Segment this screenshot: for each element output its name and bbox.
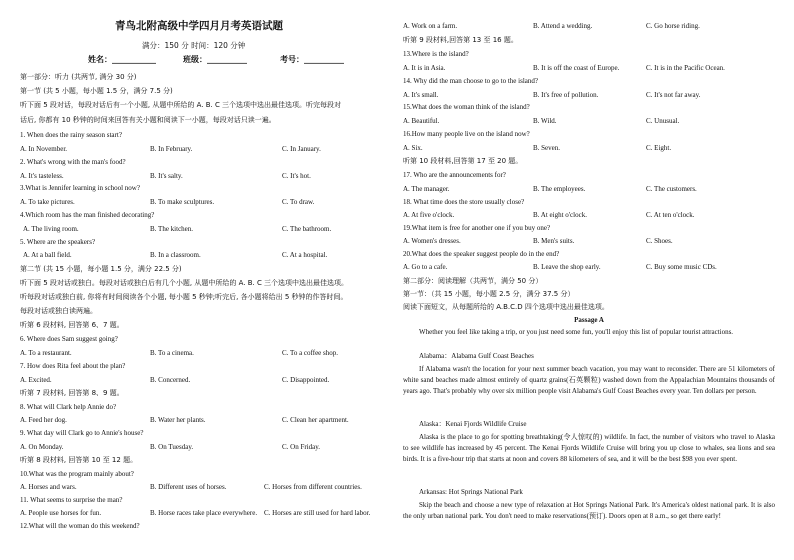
option-b: B. Leave the shop early. — [533, 263, 601, 271]
reading-instruction: 阅读下面短文，从每题所给的 A.B.C.D 四个选项中选出最佳选项。 — [403, 303, 609, 311]
question-text: 19.What item is free for another one if you buy one? — [403, 224, 551, 232]
question-text: 18. What time does the store usually close? — [403, 198, 525, 206]
option-c: C. In January. — [282, 145, 321, 153]
option-a: A. People use horses for fun. — [20, 509, 102, 517]
option-c: C. Go horse riding. — [646, 22, 700, 30]
option-a: A. Women's dresses. — [403, 237, 461, 245]
option-a: A. Six. — [403, 144, 423, 152]
option-a: A. Work on a farm. — [403, 22, 458, 30]
instruction-line: 话后, 你都有 10 秒钟的时间来回答有关小题和阅读下一小题，每段对话只读一遍。 — [20, 116, 276, 124]
number-field: 考号：__________ — [280, 55, 344, 64]
option-b: B. In a classroom. — [150, 251, 201, 259]
reading-part-title: 第二部分：阅读理解（共两节，满分 50 分） — [403, 277, 543, 285]
option-b: B. Attend a wedding. — [533, 22, 593, 30]
attraction-paragraph: Alaska is the place to go for spotting breathtaking(令人惊叹的) wildlife. In fact, the number of visitors who travel to Alaska to see wildlife has increased by 45 percent. The Kenai Fjords Wildlife Cruise will bring you up close to whales, sea lions and sea birds. It is a five-hour trip that starts at noon and covers 88 kilometers of sea, and it will be the best $98 you ever spent. — [403, 433, 775, 464]
material-label: 听第 10 段材料,回答第 17 至 20 题。 — [403, 157, 523, 165]
attraction-heading: Alaska：Kenai Fjords Wildlife Cruise — [419, 420, 527, 428]
option-b: B. Different uses of horses. — [150, 483, 227, 491]
option-a: A. At a ball field. — [23, 251, 72, 259]
option-c: C. To a coffee shop. — [282, 349, 339, 357]
question-text: 20.What does the speaker suggest people do in the end? — [403, 250, 560, 258]
option-c: C. The bathroom. — [282, 225, 332, 233]
option-c: C. It's not far away. — [646, 91, 701, 99]
question-text: 17. Who are the announcements for? — [403, 171, 506, 179]
option-a: A. The living room. — [23, 225, 79, 233]
option-a: A. On Monday. — [20, 443, 64, 451]
question-text: 15.What does the woman think of the island? — [403, 103, 530, 111]
question-text: 7. How does Rita feel about the plan? — [20, 362, 126, 370]
option-b: B. Seven. — [533, 144, 561, 152]
option-a: A. Feed her dog. — [20, 416, 67, 424]
option-b: B. On Tuesday. — [150, 443, 194, 451]
question-text: 16.How many people live on the island now? — [403, 130, 530, 138]
option-a: A. To take pictures. — [20, 198, 75, 206]
option-b: B. The kitchen. — [150, 225, 194, 233]
option-c: C. It is in the Pacific Ocean. — [646, 64, 725, 72]
option-c: C. Shoes. — [646, 237, 673, 245]
option-a: A. At five o'clock. — [403, 211, 455, 219]
exam-meta: 满分：150 分 时间：120 分钟 — [142, 41, 246, 50]
option-b: B. It's salty. — [150, 172, 183, 180]
option-a: A. To a restaurant. — [20, 349, 72, 357]
option-a: A. In November. — [20, 145, 68, 153]
question-text: 2. What's wrong with the man's food? — [20, 158, 126, 166]
option-b: B. The employees. — [533, 185, 586, 193]
option-c: C. At a hospital. — [282, 251, 328, 259]
question-text: 13.Where is the island? — [403, 50, 469, 58]
option-b: B. Concerned. — [150, 376, 191, 384]
question-text: 1. When does the rainy season start? — [20, 131, 122, 139]
option-c: C. Eight. — [646, 144, 672, 152]
option-a: A. It's small. — [403, 91, 439, 99]
question-text: 3.What is Jennifer learning in school now? — [20, 184, 140, 192]
question-text: 14. Why did the man choose to go to the island? — [403, 77, 538, 85]
option-a: A. Horses and wars. — [20, 483, 77, 491]
option-b: B. Men's suits. — [533, 237, 575, 245]
reading-section-1-title: 第一节：（共 15 小题，每小题 2.5 分，满分 37.5 分） — [403, 290, 575, 298]
option-c: C. Unusual. — [646, 117, 680, 125]
option-c: C. On Friday. — [282, 443, 321, 451]
attraction-paragraph: Skip the beach and choose a new type of relaxation at Hot Springs National Park. It's America's oldest national park. It is also the only urban national park. You don't need to make reservations(预订). Doors open at 8 a.m., so get there early! — [403, 501, 775, 521]
attraction-heading: Alabama：Alabama Gulf Coast Beaches — [419, 352, 534, 360]
attraction-paragraph: If Alabama wasn't the location for your next summer beach vacation, you may want to reconsider. There are 51 kilometers of white sand beaches made almost entirely of quartz grains(石英颗粒) washed down from the Appalachian Mountains thousands of years ago. That's probably why over six million people visit Alabama's Gulf Coast Beaches every year. Ten dollars per person. — [403, 365, 775, 396]
option-c: C. It's hot. — [282, 172, 311, 180]
instruction-line: 听下面 5 段对话或独白。每段对话或独白后有几个小题, 从题中所给的 A. B. C 三个选项中选出最佳选项。 — [20, 279, 349, 287]
option-c: C. Horses from different countries. — [264, 483, 362, 491]
attraction-heading: Arkansas: Hot Springs National Park — [419, 488, 523, 496]
question-text: 9. What day will Clark go to Annie's house? — [20, 429, 144, 437]
option-c: C. Horses are still used for hard labor. — [264, 509, 371, 517]
option-b: B. It is off the coast of Europe. — [533, 64, 620, 72]
option-b: B. Wild. — [533, 117, 557, 125]
material-label: 听第 9 段材料,回答第 13 至 16 题。 — [403, 36, 518, 44]
option-b: B. To make sculptures. — [150, 198, 215, 206]
option-a: A. The manager. — [403, 185, 450, 193]
question-text: 8. What will Clark help Annie do? — [20, 403, 117, 411]
question-text: 11. What seems to surprise the man? — [20, 496, 123, 504]
listening-section-2-title: 第二节 (共 15 小题，每小题 1.5 分，满分 22.5 分) — [20, 265, 182, 273]
instruction-line: 每段对话或独白读两遍。 — [20, 307, 97, 315]
class-field: 班级：__________ — [183, 55, 247, 64]
question-text: 10.What was the program mainly about? — [20, 470, 134, 478]
listening-part-title: 第一部分：听力 (共两节, 满分 30 分) — [20, 73, 137, 81]
question-text: 4.Which room has the man finished decorating? — [20, 211, 155, 219]
material-label: 听第 6 段材料, 回答第 6、7 题。 — [20, 321, 124, 329]
option-a: A. It's tasteless. — [20, 172, 64, 180]
option-b: B. It's free of pollution. — [533, 91, 599, 99]
material-label: 听第 8 段材料, 回答第 10 至 12 题。 — [20, 456, 138, 464]
exam-title: 青鸟北附高级中学四月月考英语试题 — [115, 20, 283, 32]
option-c: C. The customers. — [646, 185, 697, 193]
option-c: C. Buy some music CDs. — [646, 263, 717, 271]
instruction-line: 听下面 5 段对话，每段对话后有一个小题, 从题中所给的 A. B. C 三个选项中选出最佳选项。听完每段对 — [20, 101, 342, 109]
material-label: 听第 7 段材料, 回答第 8、9 题。 — [20, 389, 124, 397]
option-a: A. It is in Asia. — [403, 64, 446, 72]
option-c: C. To draw. — [282, 198, 315, 206]
option-c: C. Clean her apartment. — [282, 416, 349, 424]
question-text: 5. Where are the speakers? — [20, 238, 96, 246]
option-b: B. In February. — [150, 145, 193, 153]
instruction-line: 听每段对话或独白前, 你将有时间阅读各个小题, 每小题 5 秒钟;听完后, 各小题将给出 5 秒钟的作答时间。 — [20, 293, 348, 301]
name-field: 姓名：___________ — [88, 55, 156, 64]
option-a: A. Beautiful. — [403, 117, 440, 125]
passage-title: Passage A — [574, 316, 604, 324]
option-a: A. Go to a cafe. — [403, 263, 448, 271]
option-b: B. Horse races take place everywhere. — [150, 509, 258, 517]
option-b: B. To a cinema. — [150, 349, 194, 357]
passage-intro: Whether you feel like taking a trip, or you just need some fun, you'll enjoy this list of popular tourist attractions. — [419, 328, 734, 336]
option-b: B. Water her plants. — [150, 416, 206, 424]
question-text: 12.What will the woman do this weekend? — [20, 522, 140, 530]
question-text: 6. Where does Sam suggest going? — [20, 335, 118, 343]
option-b: B. At eight o'clock. — [533, 211, 587, 219]
option-c: C. Disappointed. — [282, 376, 330, 384]
option-a: A. Excited. — [20, 376, 52, 384]
option-c: C. At ten o'clock. — [646, 211, 695, 219]
listening-section-1-title: 第一节 (共 5 小题，每小题 1.5 分，满分 7.5 分) — [20, 87, 173, 95]
